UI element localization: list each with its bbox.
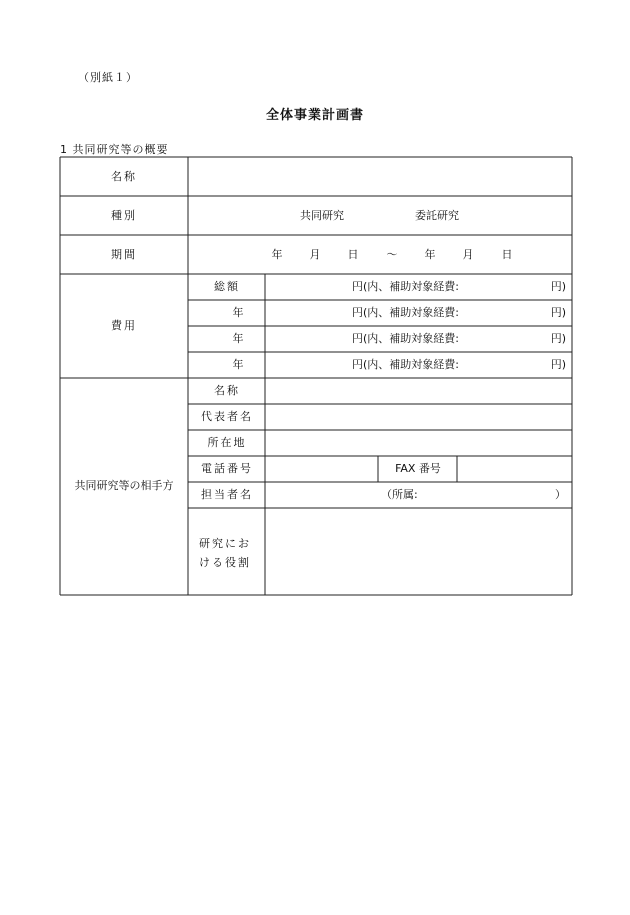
partner-fax-label: FAX 番号 <box>395 462 441 475</box>
cost-year3-yen: 円(内、補助対象経費: <box>352 358 459 371</box>
cost-year3-label: 年 <box>232 358 244 371</box>
period-to-day: 日 <box>501 248 513 261</box>
cost-total-close: 円) <box>550 280 566 293</box>
partner-phone-label: 電話番号 <box>201 462 253 475</box>
cost-total-yen: 円(内、補助対象経費: <box>352 280 459 293</box>
cost-year1-label: 年 <box>232 306 244 319</box>
name-label: 名称 <box>111 170 137 183</box>
type-label: 種別 <box>111 209 137 222</box>
partner-affiliation-close: ） <box>555 488 566 501</box>
period-to-month: 月 <box>462 248 474 261</box>
cost-year2-close: 円) <box>550 332 566 345</box>
partner-role-label-line1: 研究にお <box>199 537 251 550</box>
cost-year3-close: 円) <box>550 358 566 371</box>
attachment-label: （別紙１） <box>78 71 138 84</box>
period-label: 期間 <box>111 248 137 261</box>
cost-year2-yen: 円(内、補助対象経費: <box>352 332 459 345</box>
section-heading: 1 共同研究等の概要 <box>60 143 169 156</box>
period-to-year: 年 <box>424 248 436 261</box>
period-separator: ～ <box>386 248 398 261</box>
partner-address-label: 所在地 <box>207 436 247 449</box>
cost-total-label: 総額 <box>214 280 240 293</box>
period-from-day: 日 <box>347 248 359 261</box>
partner-rep-label: 代表者名 <box>201 410 253 423</box>
type-option-joint: 共同研究 <box>300 209 344 222</box>
type-option-contract: 委託研究 <box>415 209 459 222</box>
period-from-month: 月 <box>309 248 321 261</box>
cost-year1-yen: 円(内、補助対象経費: <box>352 306 459 319</box>
partner-affiliation-open: （所属: <box>381 488 418 501</box>
period-from-year: 年 <box>271 248 283 261</box>
cost-label: 費用 <box>111 319 137 332</box>
partner-contact-label: 担当者名 <box>201 488 253 501</box>
partner-name-label: 名称 <box>214 384 240 397</box>
cost-year2-label: 年 <box>232 332 244 345</box>
cost-year1-close: 円) <box>550 306 566 319</box>
partner-label: 共同研究等の相手方 <box>74 479 174 492</box>
document-title: 全体事業計画書 <box>265 108 364 123</box>
partner-role-label-line2: ける役割 <box>199 556 251 569</box>
